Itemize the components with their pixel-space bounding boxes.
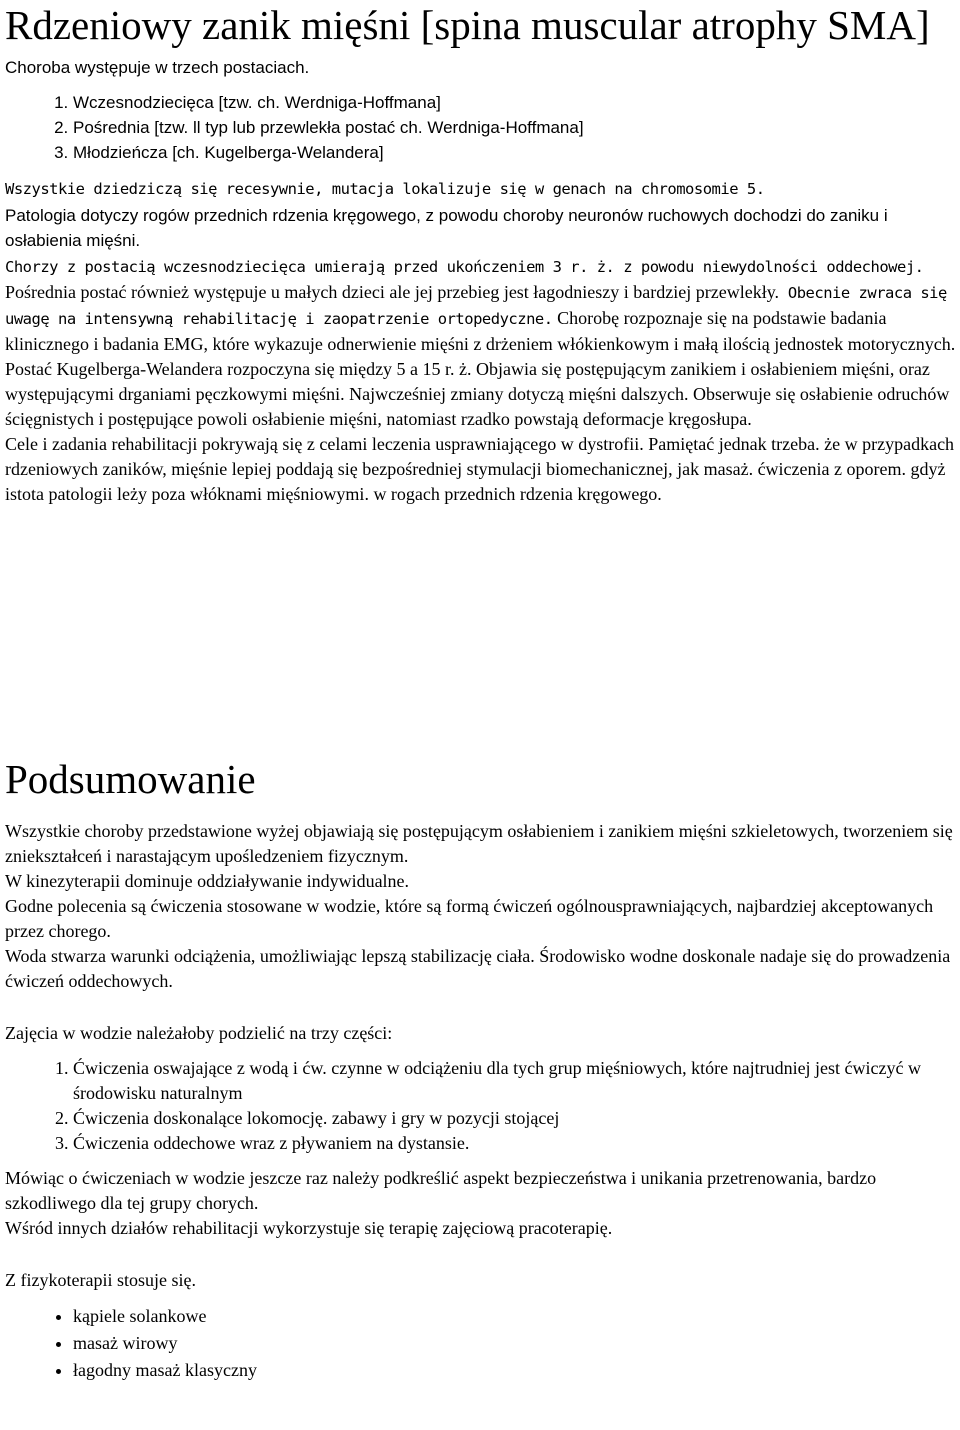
list-item: 2. Pośrednia [tzw. ll typ lub przewlekła postać ch. Werdniga-Hoffmana] bbox=[73, 115, 957, 140]
summary-paragraph-2: W kinezyterapii dominuje oddziaływanie indywidualne. bbox=[5, 871, 410, 891]
physio-list bbox=[5, 1303, 960, 1384]
list-item: 3. Młodzieńcza [ch. Kugelberga-Welandera] bbox=[73, 140, 957, 165]
list-item: 1. Wczesnodziecięca [tzw. ch. Werdniga-Hoffmana] bbox=[73, 90, 957, 115]
water-parts-list bbox=[5, 1056, 960, 1156]
course-text-b: Pośrednia postać również występuje u małych dzieci ale jej przebieg jest łagodnieszy i bardziej przewlekły. bbox=[5, 282, 780, 302]
summary-paragraph-6: Wśród innych działów rehabilitacji wykorzystuje się terapię zajęciową pracoterapię. bbox=[5, 1218, 613, 1238]
list-item: 3. Ćwiczenia oddechowe wraz z pływaniem na dystansie. bbox=[73, 1131, 960, 1156]
section-summary bbox=[5, 752, 960, 1384]
genetics-paragraph: Wszystkie dziedziczą się recesywnie, mutacja lokalizuje się w genach na chromosomie 5. bbox=[5, 180, 765, 198]
summary-paragraph-5: Mówiąc o ćwiczeniach w wodzie jeszcze raz należy podkreślić aspekt bezpieczeństwa i unikania przetrenowania, bardzo szkodliwego dla tej grupy chorych. bbox=[5, 1168, 877, 1213]
course-text-d: Chorobę rozpoznaje się na podstawie badania klinicznego i badania EMG, które wykazuje odnerwienie mięśni z drżeniem włókienkowym i małą ilością jednostek motorycznych. Postać Kugelberga-Welandera rozpoczyna się między 5 a 15 r. ż. Objawia się postępującym zanikiem i osłabieniem mięśni, oraz występującymi drganiami pęczkowymi mięśni. Najwcześniej zmiany dotyczą mięśni dalszych. Obserwuje się osłabienie odruchów ścięgnistych i postępujące powoli osłabienie mięśni, natomiast rzadko powstają deformacje kręgosłupa. bbox=[5, 308, 956, 429]
section-sma bbox=[5, 0, 957, 507]
course-text-a: Chorzy z postacią wczesnodziecięca umierają przed ukończeniem 3 r. ż. z powodu niewydolności oddechowej. bbox=[5, 258, 924, 276]
section-title-sma: Rdzeniowy zanik mięśni [spina muscular atrophy SMA] bbox=[5, 2, 930, 48]
list-item: 2. Ćwiczenia doskonalące lokomocję. zabawy i gry w pozycji stojącej bbox=[73, 1106, 960, 1131]
goals-paragraph: Cele i zadania rehabilitacji pokrywają się z celami leczenia usprawniającego w dystrofii. Pamiętać jednak trzeba. że w przypadkach rdzeniowych zaników, mięśnie lepiej poddają się bezpośredniej stymulacji biomechanicznej, jak masaż. ćwiczenia z oporem. gdyż istota patologii leży poza włóknami mięśniowymi. w rogach przednich rdzenia kręgowego. bbox=[5, 434, 955, 504]
list-item: • łagodny masaż klasyczny bbox=[73, 1357, 960, 1384]
section-title-summary: Podsumowanie bbox=[5, 756, 256, 802]
intro-paragraph: Choroba występuje w trzech postaciach. bbox=[5, 58, 310, 77]
list-item: 1. Ćwiczenia oswajające z wodą i ćw. czynne w odciążeniu dla tych grup mięśniowych, które najtrudniej jest ćwiczyć w środowisku naturalnym bbox=[73, 1056, 960, 1106]
water-intro: Zajęcia w wodzie należałoby podzielić na trzy części: bbox=[5, 1023, 393, 1043]
list-item: • kąpiele solankowe bbox=[73, 1303, 960, 1330]
physio-intro: Z fizykoterapii stosuje się. bbox=[5, 1270, 196, 1290]
course-paragraph bbox=[5, 254, 957, 432]
pathology-paragraph: Patologia dotyczy rogów przednich rdzenia kręgowego, z powodu choroby neuronów ruchowych dochodzi do zaniku i osłabienia mięśni. bbox=[5, 206, 888, 250]
summary-paragraph-1: Wszystkie choroby przedstawione wyżej objawiają się postępującym osłabieniem i zanikiem mięśni szkieletowych, tworzeniem się zniekształceń i narastającym upośledzeniem fizycznym. bbox=[5, 821, 953, 866]
course-text-c: Obecnie zwraca się uwagę na intensywną rehabilitację i zaopatrzenie ortopedyczne. bbox=[5, 284, 947, 328]
summary-paragraph-4: Woda stwarza warunki odciążenia, umożliwiając lepszą stabilizację ciała. Środowisko wodne doskonale nadaje się do prowadzenia ćwiczeń oddechowych. bbox=[5, 946, 951, 991]
summary-paragraph-3: Godne polecenia są ćwiczenia stosowane w wodzie, które są formą ćwiczeń ogólnousprawniających, najbardziej akceptowanych przez chorego. bbox=[5, 896, 934, 941]
forms-list bbox=[5, 90, 957, 165]
list-item: • masaż wirowy bbox=[73, 1330, 960, 1357]
